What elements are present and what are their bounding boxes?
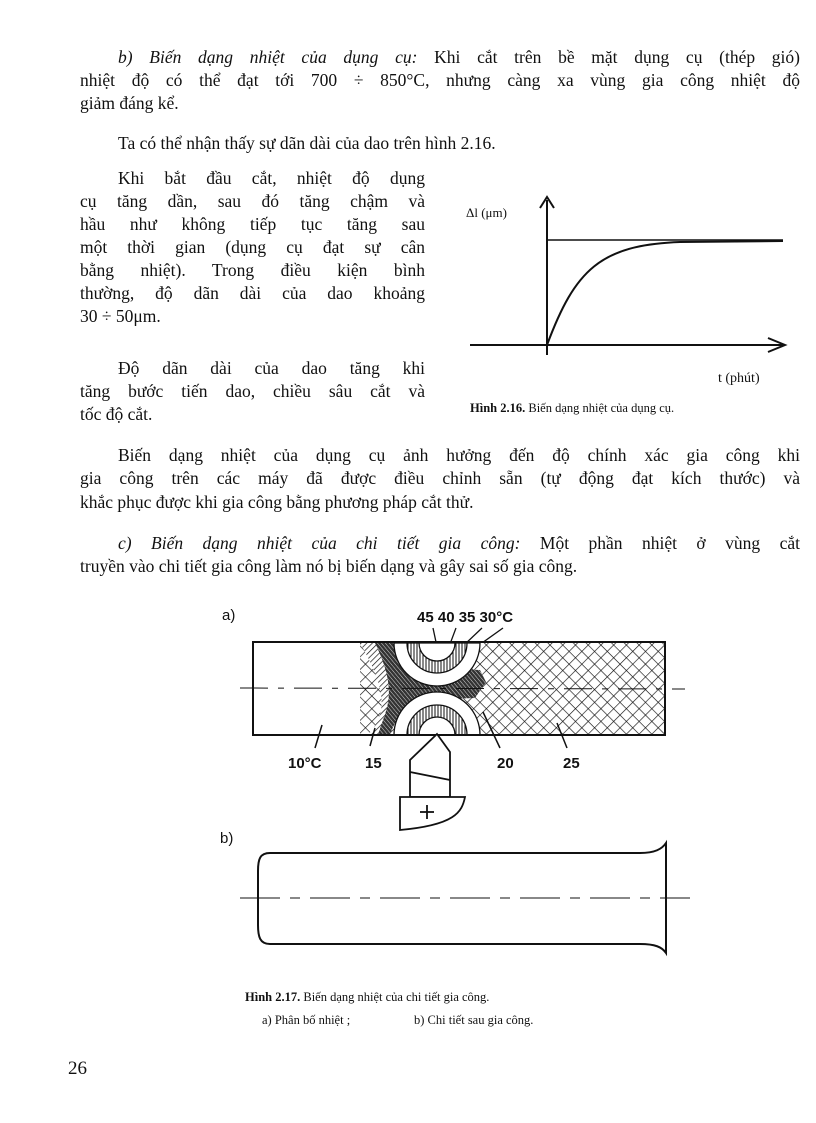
temp-20-label: 20 [497,755,514,772]
section-b-line2: nhiệt độ có thể đạt tới 700 ÷ 850°C, nhưng càng xa vùng gia công nhiệt độ [80,70,800,90]
cutting-tool [400,734,465,830]
figure-2-17-sub-a: a) Phân bố nhiệt ; [262,1013,351,1027]
left-para1-line: cụ tăng dần, sau đó tăng chậm và [80,191,425,211]
x-axis-arrow [768,338,785,352]
section-b-heading: b) Biến dạng nhiệt của dụng cụ: [118,47,418,67]
figure-2-16-caption [470,401,674,416]
page-number: 26 [68,1058,87,1079]
left-para1-line: hầu như không tiếp tục tăng sau [80,214,425,234]
left-para2-line: Độ dãn dài của dao tăng khi [118,358,425,378]
temp-10-label: 10°C [288,755,322,772]
label-a: a) [222,607,236,624]
label-b: b) [220,830,234,847]
left-para1-line: thường, độ dãn dài của dao khoảng [80,283,425,303]
figure-2-17a-temperature-distribution [200,600,700,840]
figure-2-17b-deformed-workpiece [200,825,700,955]
y-axis-label: Δl (μm) [466,205,507,220]
section-c-heading: c) Biến dạng nhiệt của chi tiết gia công: [118,533,521,553]
elongation-curve [547,241,783,345]
temp-15-label: 15 [365,755,382,772]
fig216-reference: Ta có thể nhận thấy sự dãn dài của dao trên hình 2.16. [118,133,496,153]
left-para2-line: tốc độ cắt. [80,404,153,424]
tool-effect-line: khắc phục được khi gia công bằng phương pháp cắt thử. [80,492,474,512]
left-para1-line: Khi bắt đầu cắt, nhiệt độ dụng [118,168,425,188]
text: Một phần nhiệt ở vùng cắt [539,533,800,553]
left-para1-line: bằng nhiệt). Trong điều kiện bình [80,260,425,280]
text: Khi cắt trên bề mặt dụng cụ (thép gió) [434,47,800,67]
section-c-line1 [80,532,800,554]
left-para1-line: 30 ÷ 50μm. [80,306,161,326]
caption-text: Biến dạng nhiệt của chi tiết gia công. [303,990,490,1004]
section-c-line2: truyền vào chi tiết gia công làm nó bị biến dạng và gây sai số gia công. [80,556,578,576]
caption-number: Hình 2.16. [470,401,526,415]
top-temperatures-label: 45 40 35 30°C [417,609,514,626]
figure-2-17-sub-b: b) Chi tiết sau gia công. [414,1013,534,1027]
left-para1-line: một thời gian (dụng cụ đạt sự cân [80,237,425,257]
y-axis-arrow [540,197,554,208]
figure-2-17-caption [245,990,489,1005]
tool-effect-line: Biến dạng nhiệt của dụng cụ ảnh hưởng đến độ chính xác gia công khi [118,445,800,465]
caption-text: Biến dạng nhiệt của dụng cụ. [528,401,675,415]
caption-number: Hình 2.17. [245,990,301,1004]
section-b-line3: giảm đáng kể. [80,93,179,113]
x-axis-label: t (phút) [718,371,760,386]
left-para2-line: tăng bước tiến dao, chiều sâu cắt và [80,381,425,401]
section-b-line1 [80,46,800,68]
temp-25-label: 25 [563,755,580,772]
tool-effect-line: gia công trên các máy đã được điều chỉnh sẵn (tự động đạt kích thước) và [80,468,800,488]
